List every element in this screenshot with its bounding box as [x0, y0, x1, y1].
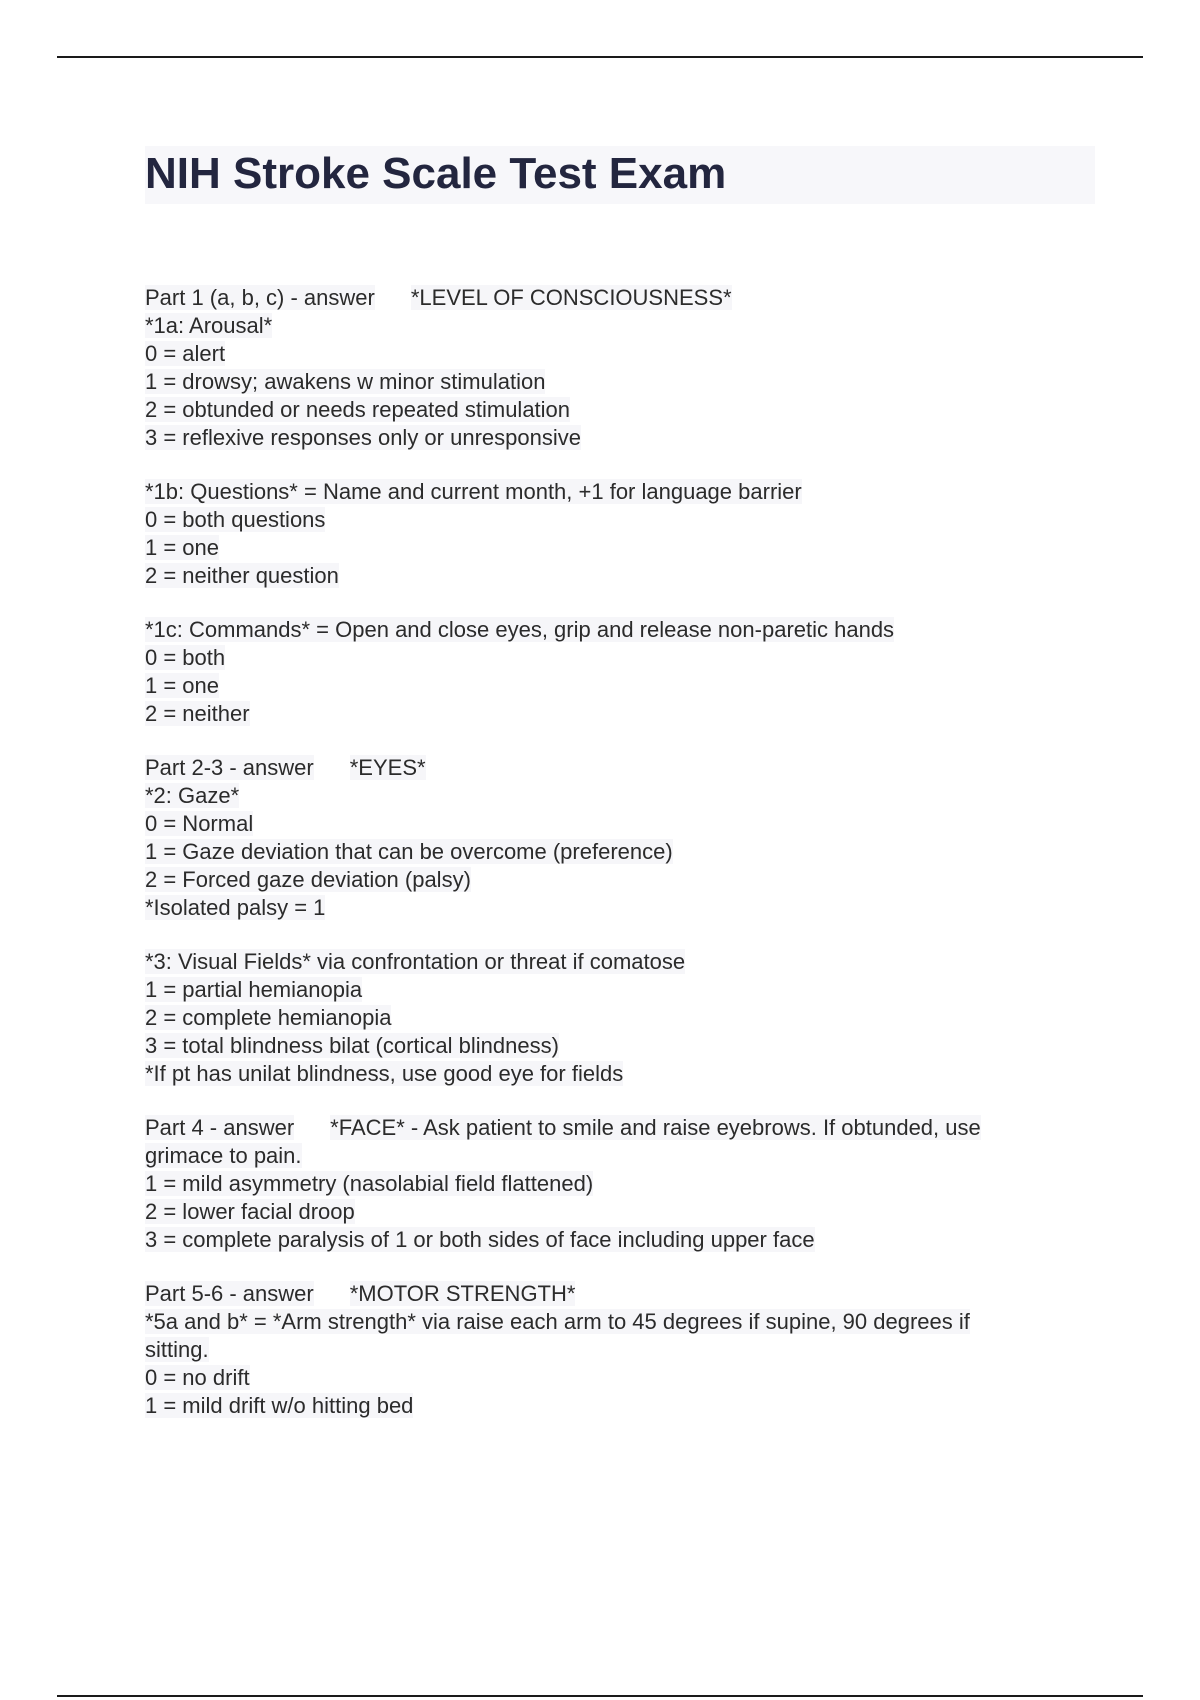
text-row [145, 368, 1095, 396]
line-text: 1 = partial hemianopia [145, 977, 363, 1002]
text-row [145, 948, 1095, 976]
text-row [145, 534, 1095, 562]
line-text: 0 = both questions [145, 507, 326, 532]
text-row [145, 478, 1095, 506]
line-text: Part 1 (a, b, c) - answer [145, 285, 375, 310]
section [145, 478, 1095, 590]
text-row [145, 340, 1095, 368]
text-row [145, 1114, 1095, 1142]
text-row [145, 616, 1095, 644]
line-heading: *MOTOR STRENGTH* [349, 1281, 576, 1306]
line-text: 2 = lower facial droop [145, 1199, 355, 1224]
text-row [145, 672, 1095, 700]
line-text: *5a and b* = *Arm strength* via raise each arm to 45 degrees if supine, 90 degrees if [145, 1309, 970, 1334]
line-text: 2 = neither [145, 701, 250, 726]
line-text: Part 2-3 - answer [145, 755, 314, 780]
text-row [145, 1364, 1095, 1392]
text-row [145, 782, 1095, 810]
text-row [145, 1308, 1095, 1336]
text-row [145, 1336, 1095, 1364]
text-row [145, 1032, 1095, 1060]
text-row [145, 424, 1095, 452]
line-text: *3: Visual Fields* via confrontation or threat if comatose [145, 949, 686, 974]
section [145, 1280, 1095, 1420]
line-text: 1 = one [145, 535, 220, 560]
text-row [145, 644, 1095, 672]
text-row [145, 562, 1095, 590]
line-text: 1 = drowsy; awakens w minor stimulation [145, 369, 546, 394]
text-row [145, 700, 1095, 728]
line-text: 0 = alert [145, 341, 226, 366]
section [145, 754, 1095, 922]
line-text: 2 = neither question [145, 563, 339, 588]
text-row [145, 1226, 1095, 1254]
text-row [145, 894, 1095, 922]
text-row [145, 1392, 1095, 1420]
section [145, 948, 1095, 1088]
line-text: sitting. [145, 1337, 209, 1362]
section [145, 1114, 1095, 1254]
page-title: NIH Stroke Scale Test Exam [145, 146, 1095, 204]
line-text: 3 = reflexive responses only or unresponsive [145, 425, 581, 450]
text-row [145, 1198, 1095, 1226]
line-text: 1 = Gaze deviation that can be overcome (preference) [145, 839, 673, 864]
text-row [145, 506, 1095, 534]
text-row [145, 1004, 1095, 1032]
line-text: 1 = one [145, 673, 220, 698]
section [145, 616, 1095, 728]
line-text: *1a: Arousal* [145, 313, 273, 338]
sections-container [145, 284, 1095, 1420]
text-row [145, 1170, 1095, 1198]
line-text: Part 5-6 - answer [145, 1281, 314, 1306]
text-row [145, 754, 1095, 782]
line-text: 3 = total blindness bilat (cortical blindness) [145, 1033, 559, 1058]
line-heading: *EYES* [349, 755, 426, 780]
line-heading: *FACE* - Ask patient to smile and raise eyebrows. If obtunded, use [330, 1115, 981, 1140]
line-text: 2 = Forced gaze deviation (palsy) [145, 867, 471, 892]
document-body [145, 146, 1095, 1446]
text-row [145, 396, 1095, 424]
line-text: 3 = complete paralysis of 1 or both sides of face including upper face [145, 1227, 815, 1252]
bottom-rule [57, 1695, 1143, 1697]
text-row [145, 1280, 1095, 1308]
text-row [145, 312, 1095, 340]
text-row [145, 284, 1095, 312]
line-text: grimace to pain. [145, 1143, 302, 1168]
line-text: 1 = mild drift w/o hitting bed [145, 1393, 414, 1418]
line-text: 1 = mild asymmetry (nasolabial field flattened) [145, 1171, 594, 1196]
section [145, 284, 1095, 452]
line-text: 2 = obtunded or needs repeated stimulation [145, 397, 571, 422]
text-row [145, 976, 1095, 1004]
line-text: Part 4 - answer [145, 1115, 295, 1140]
line-text: *1b: Questions* = Name and current month, +1 for language barrier [145, 479, 802, 504]
text-row [145, 1060, 1095, 1088]
top-rule [57, 56, 1143, 58]
line-heading: *LEVEL OF CONSCIOUSNESS* [410, 285, 732, 310]
line-text: *1c: Commands* = Open and close eyes, grip and release non-paretic hands [145, 617, 895, 642]
line-text: 0 = no drift [145, 1365, 250, 1390]
text-row [145, 810, 1095, 838]
line-text: *Isolated palsy = 1 [145, 895, 326, 920]
line-text: 0 = both [145, 645, 226, 670]
line-text: 0 = Normal [145, 811, 254, 836]
text-row [145, 866, 1095, 894]
line-text: *If pt has unilat blindness, use good eye for fields [145, 1061, 624, 1086]
text-row [145, 838, 1095, 866]
text-row [145, 1142, 1095, 1170]
line-text: *2: Gaze* [145, 783, 240, 808]
line-text: 2 = complete hemianopia [145, 1005, 392, 1030]
